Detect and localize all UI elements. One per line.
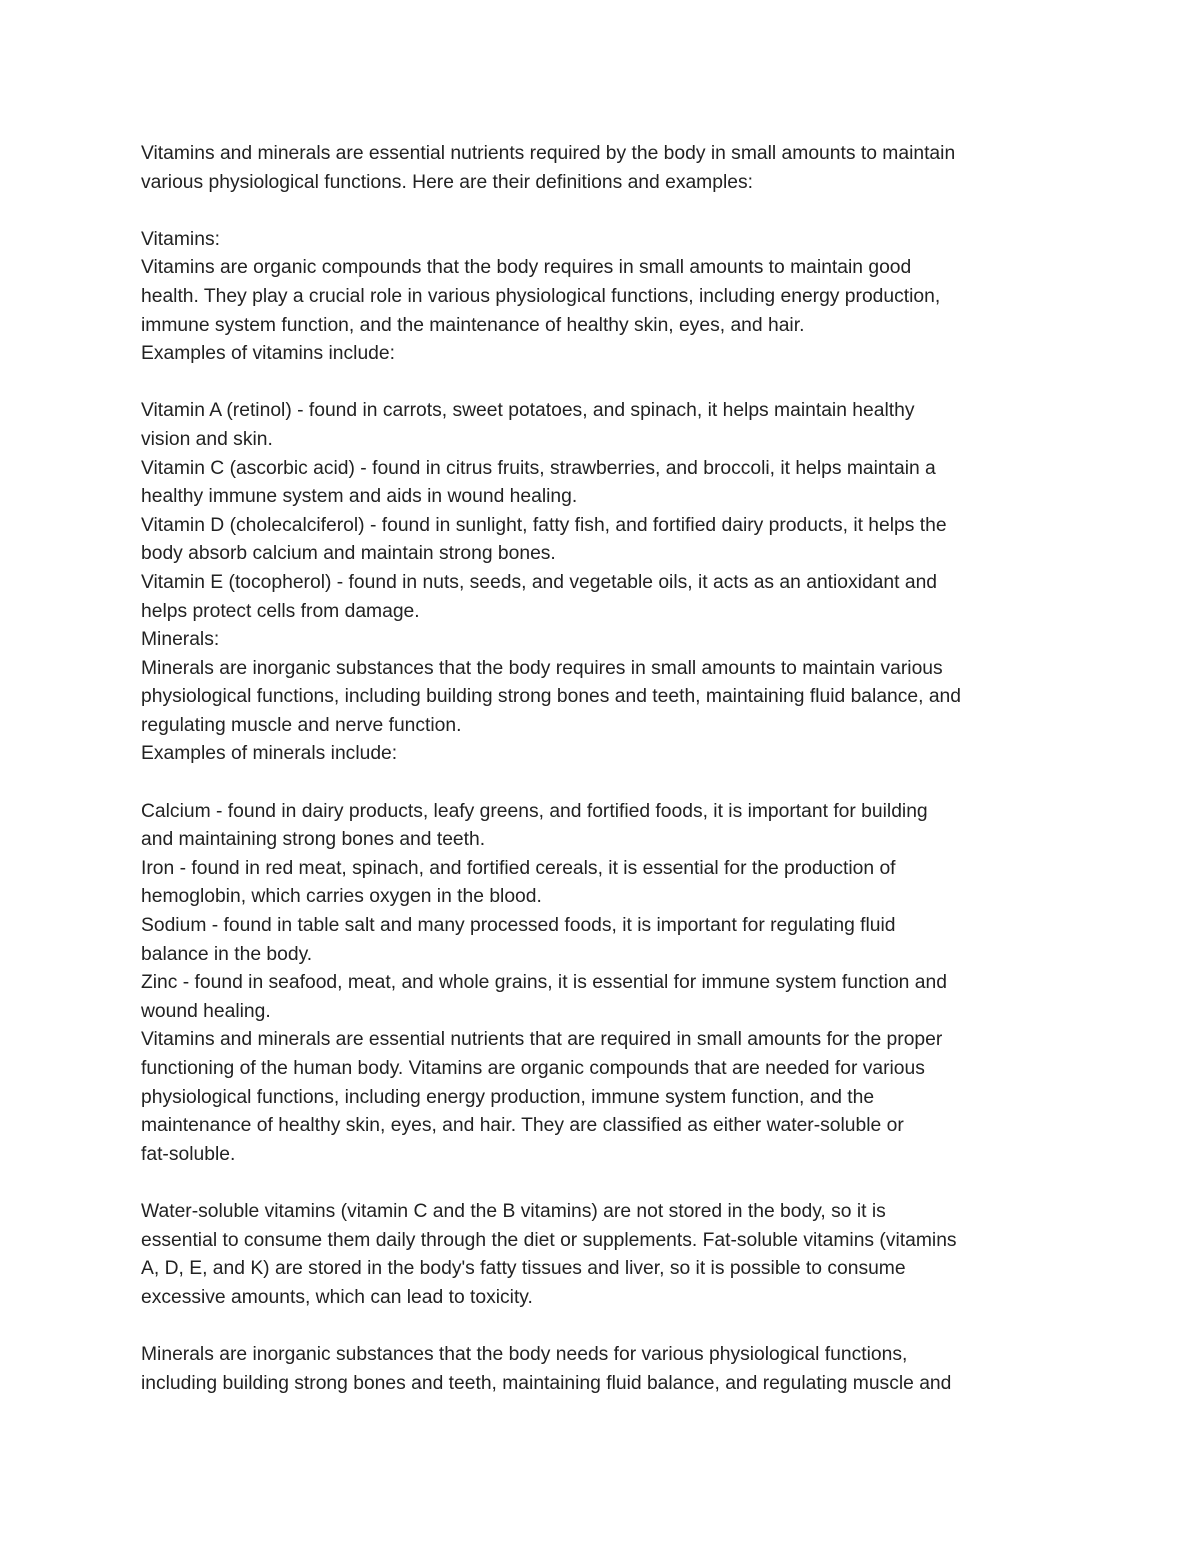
text-line: Zinc - found in seafood, meat, and whole grains, it is essential for immune system function and [141,972,947,994]
text-line: maintenance of healthy skin, eyes, and hair. They are classified as either water-soluble or [141,1115,904,1137]
text-line: Vitamins and minerals are essential nutrients that are required in small amounts for the proper [141,1029,943,1051]
text-line: balance in the body. [141,943,313,965]
text-line: vision and skin. [141,428,273,450]
blank-line [141,369,1066,398]
text-line: Calcium - found in dairy products, leafy greens, and fortified foods, it is important for building [141,800,928,822]
text-line: healthy immune system and aids in wound healing. [141,486,578,508]
text-line: Water-soluble vitamins (vitamin C and the B vitamins) are not stored in the body, so it is [141,1200,886,1222]
text-line: A, D, E, and K) are stored in the body's fatty tissues and liver, so it is possible to consume [141,1258,906,1280]
text-line: Vitamins: [141,228,220,250]
text-line: Vitamin E (tocopherol) - found in nuts, seeds, and vegetable oils, it acts as an antioxidant and [141,571,938,593]
text-line: physiological functions, including building strong bones and teeth, maintaining fluid balance, and [141,686,962,708]
text-line: wound healing. [141,1000,271,1022]
blank-line [141,1169,1066,1198]
text-line: essential to consume them daily through the diet or supplements. Fat-soluble vitamins (vitamins [141,1229,957,1251]
text-line: fat-soluble. [141,1143,236,1165]
text-line: hemoglobin, which carries oxygen in the blood. [141,886,542,908]
text-line: Examples of minerals include: [141,743,398,765]
text-line: and maintaining strong bones and teeth. [141,829,486,851]
text-line: Minerals: [141,629,220,651]
text-line: physiological functions, including energy production, immune system function, and the [141,1086,875,1108]
text-line: including building strong bones and teeth, maintaining fluid balance, and regulating muscle and [141,1372,952,1394]
text-line: Minerals are inorganic substances that the body requires in small amounts to maintain various [141,657,943,679]
text-line: Vitamin C (ascorbic acid) - found in citrus fruits, strawberries, and broccoli, it helps maintain a [141,457,936,479]
text-line: Vitamins are organic compounds that the body requires in small amounts to maintain good [141,257,912,279]
text-line: Sodium - found in table salt and many processed foods, it is important for regulating fluid [141,915,896,937]
text-line: various physiological functions. Here are their definitions and examples: [141,171,753,193]
text-line: Minerals are inorganic substances that the body needs for various physiological functions, [141,1343,908,1365]
text-line: body absorb calcium and maintain strong bones. [141,543,556,565]
text-line: health. They play a crucial role in various physiological functions, including energy production, [141,285,941,307]
text-line: Vitamins and minerals are essential nutrients required by the body in small amounts to maintain [141,143,956,164]
blank-line [141,197,1066,226]
text-line: Examples of vitamins include: [141,343,395,365]
blank-line [141,1312,1066,1341]
blank-line [141,769,1066,798]
text-line: functioning of the human body. Vitamins are organic compounds that are needed for various [141,1058,925,1079]
text-line: regulating muscle and nerve function. [141,714,462,736]
text-line: helps protect cells from damage. [141,600,420,622]
text-line: immune system function, and the maintenance of healthy skin, eyes, and hair. [141,314,805,336]
document-body [141,140,1066,1398]
text-line: excessive amounts, which can lead to toxicity. [141,1286,533,1308]
text-line: Iron - found in red meat, spinach, and fortified cereals, it is essential for the production of [141,857,896,879]
text-line: Vitamin D (cholecalciferol) - found in sunlight, fatty fish, and fortified dairy products, it helps the [141,514,947,536]
text-line: Vitamin A (retinol) - found in carrots, sweet potatoes, and spinach, it helps maintain healthy [141,400,915,422]
